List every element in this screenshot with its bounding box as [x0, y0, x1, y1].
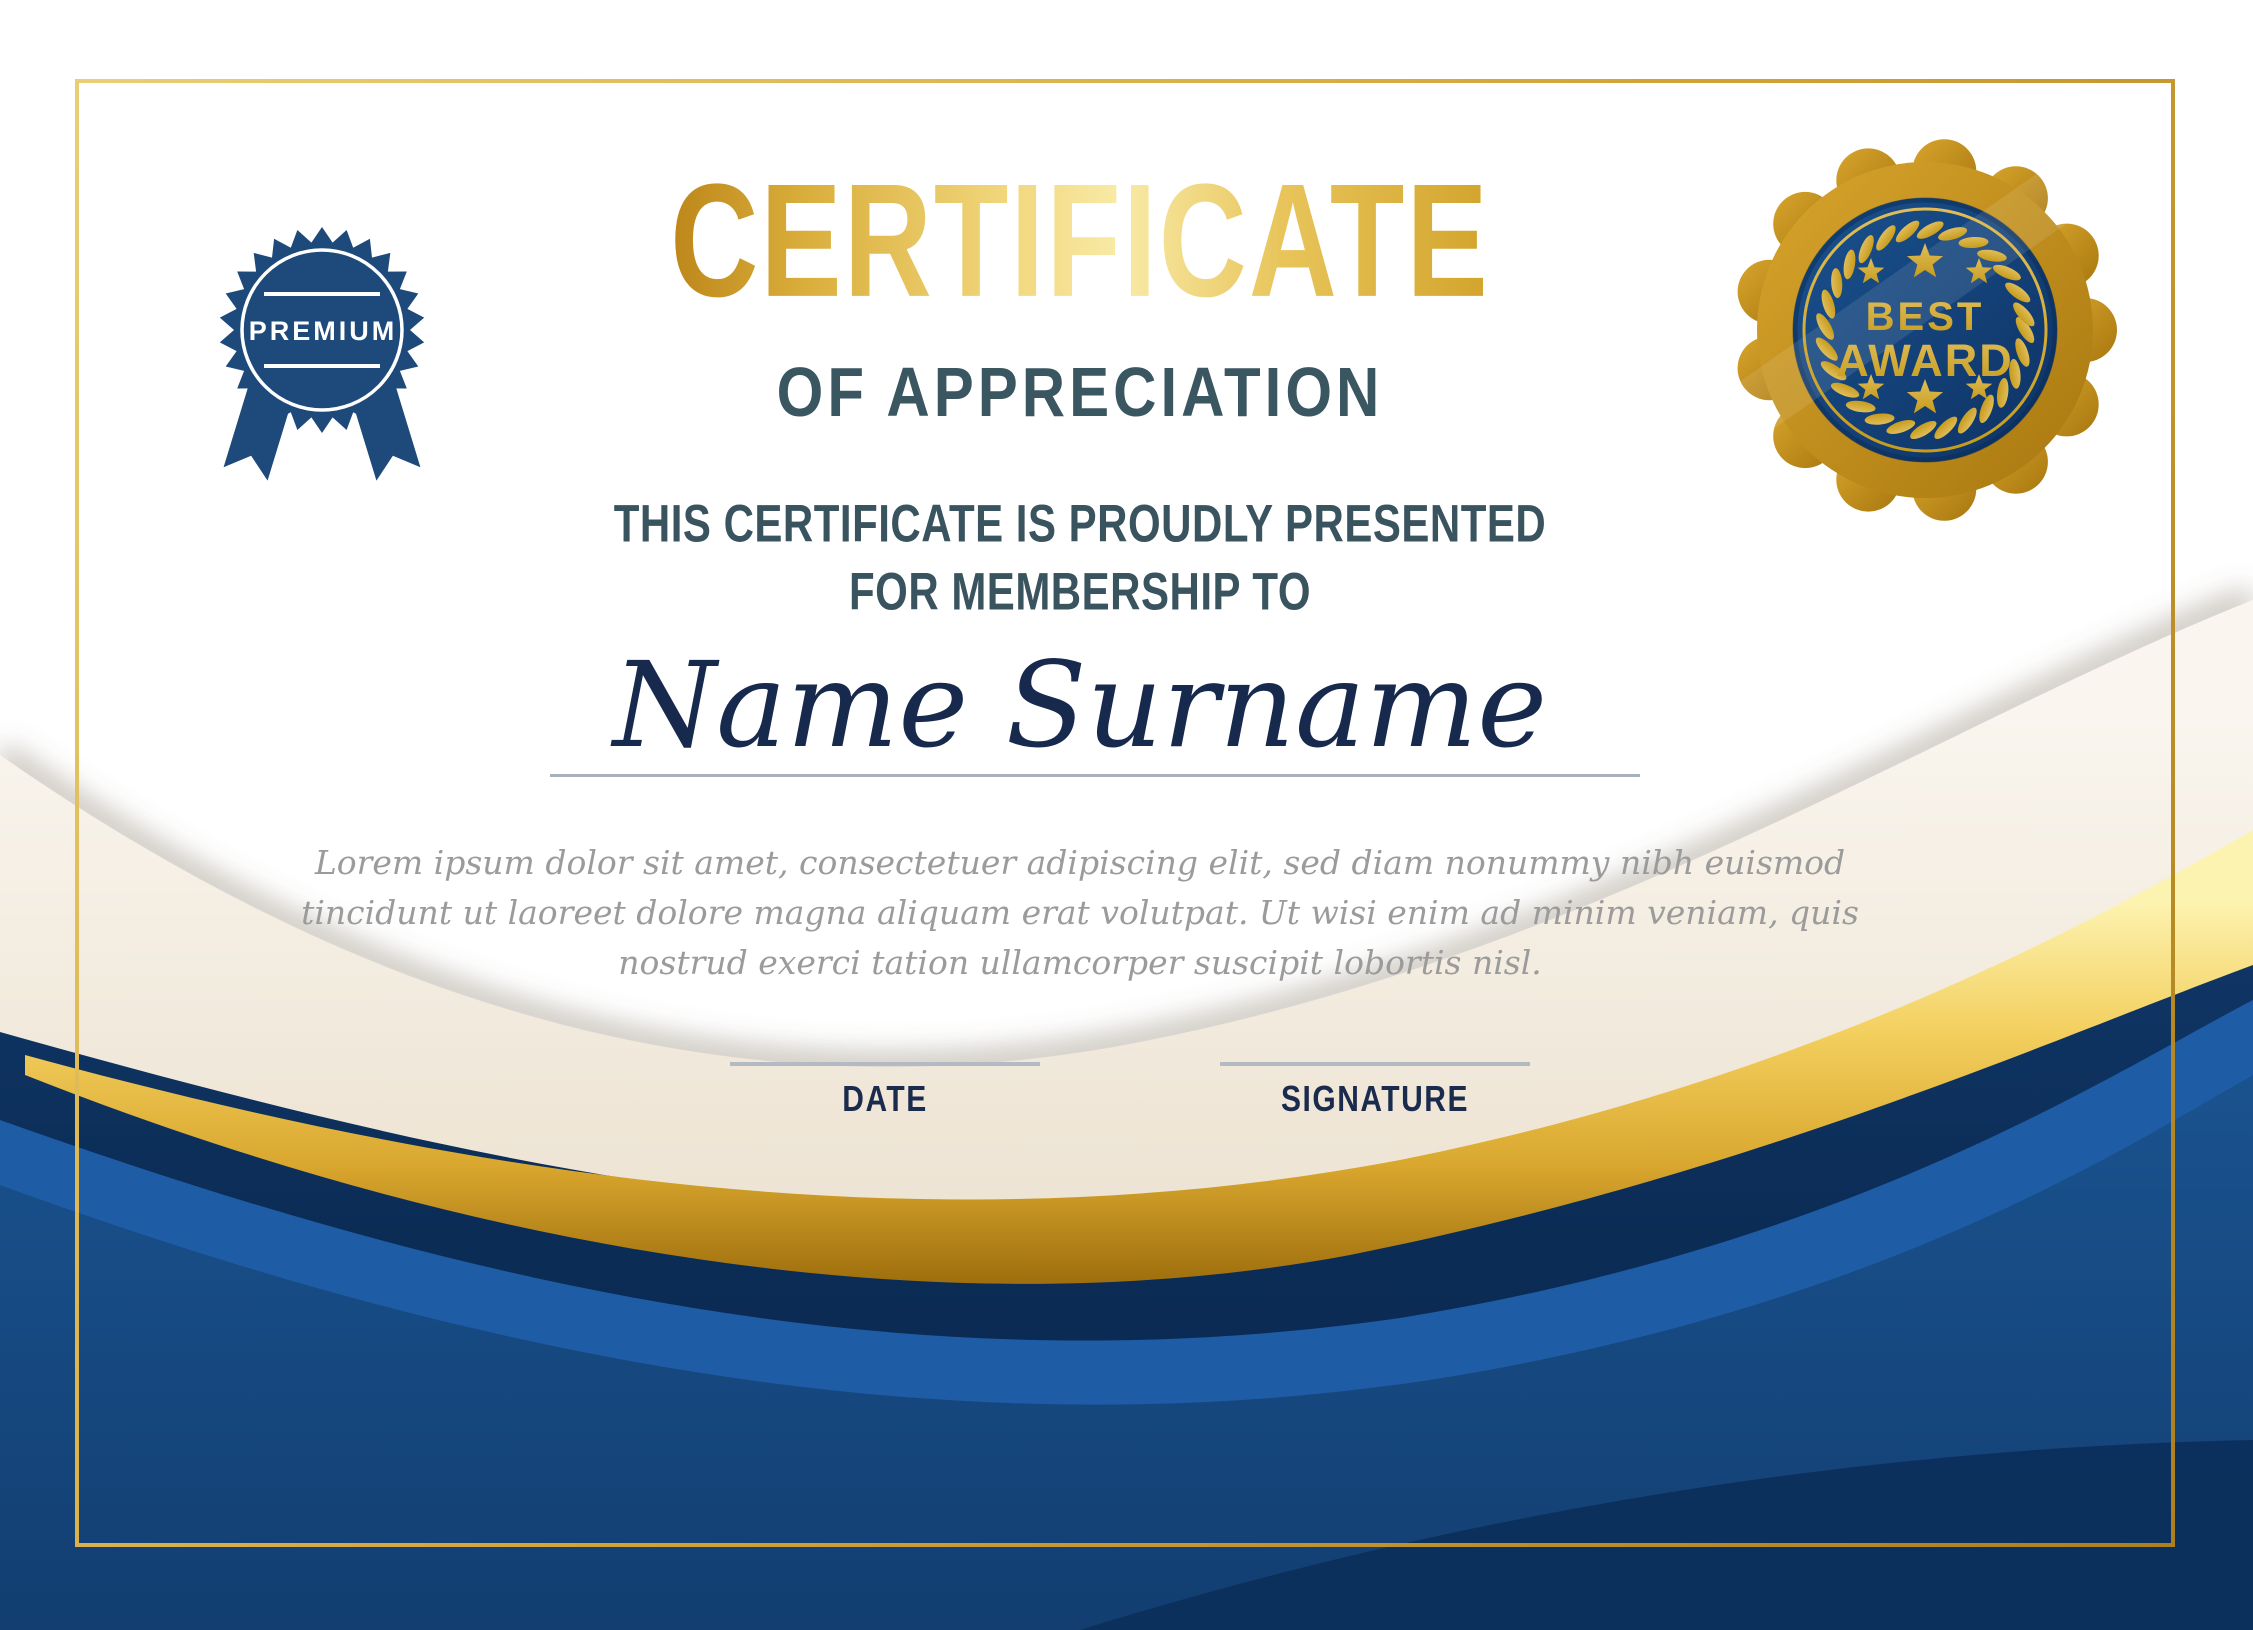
date-label: DATE [842, 1080, 928, 1120]
signature-label: SIGNATURE [1281, 1080, 1469, 1120]
best-award-badge [1725, 130, 2125, 530]
body-line: nostrud exerci tation ullamcorper suscipit lobortis nisl. [618, 943, 1542, 982]
premium-label: PREMIUM [248, 316, 398, 346]
date-line [730, 1062, 1040, 1066]
body-line: tincidunt ut laoreet dolore magna aliquam erat volutpat. Ut wisi enim ad minim veniam, quis [301, 893, 1859, 932]
badge-line1: BEST [1865, 295, 1985, 339]
body-paragraph [301, 838, 1859, 988]
body-line: Lorem ipsum dolor sit amet, consectetuer adipiscing elit, sed diam nonummy nibh euismod [314, 843, 1846, 882]
premium-rule-top [264, 292, 380, 296]
premium-badge [212, 220, 432, 500]
premium-rule-bottom [264, 364, 380, 368]
certificate-title: CERTIFICATE [670, 148, 1489, 333]
presented-line-2: FOR MEMBERSHIP TO [849, 562, 1311, 621]
recipient-name: Name Surname [612, 636, 1548, 774]
recipient-name-underline [550, 774, 1640, 777]
certificate-subtitle: OF APPRECIATION [776, 353, 1384, 431]
signature-line [1220, 1062, 1530, 1066]
presented-line-1: THIS CERTIFICATE IS PROUDLY PRESENTED [613, 494, 1547, 553]
badge-line2: AWARD [1836, 335, 2014, 386]
